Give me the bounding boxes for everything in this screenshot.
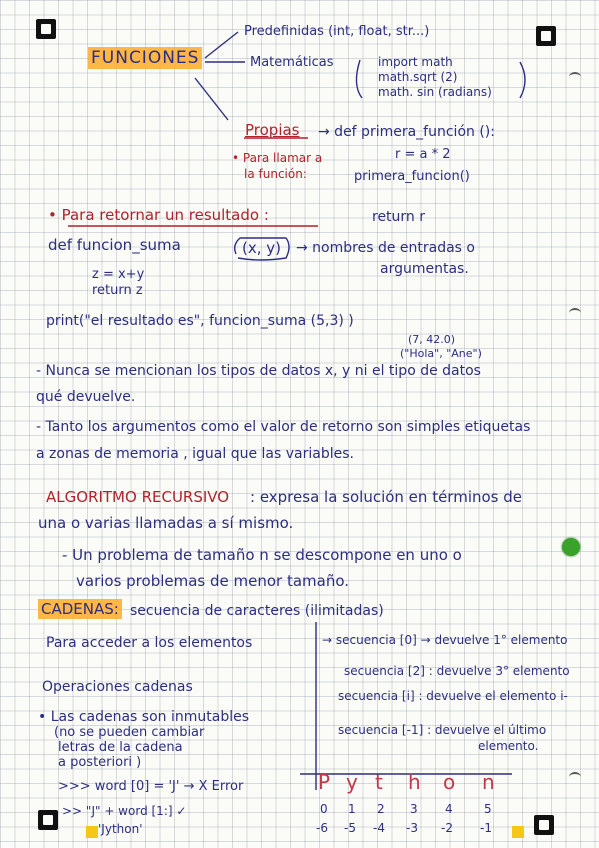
python-index-positive-1: 1 xyxy=(348,802,356,816)
acceder-line: Para acceder a los elementos xyxy=(46,635,253,651)
z-assignment: z = x+y xyxy=(92,267,145,282)
python-index-positive-3: 3 xyxy=(410,802,418,816)
inmutables-line-4: a posteriori ) xyxy=(58,755,142,770)
propias-call-label-2: la función: xyxy=(244,167,307,181)
seq-item-2: secuencia [i] : devuelve el elemento i- xyxy=(338,689,568,703)
retornar-heading: • Para retornar un resultado : xyxy=(48,206,269,224)
return-keyword: return r xyxy=(372,209,426,225)
algoritmo-sub-1: - Un problema de tamaño n se descompone en uno o xyxy=(62,546,462,564)
python-letter-5: n xyxy=(482,770,495,794)
print-line: print("el resultado es", funcion_suma (5,3) ) xyxy=(46,313,354,329)
python-index-positive-2: 2 xyxy=(377,802,385,816)
alt-args-1: (7, 42.0) xyxy=(408,333,456,346)
propias-call-label-1: • Para llamar a xyxy=(232,151,323,165)
math-line-3: math. sin (radians) xyxy=(378,85,492,99)
return-z-line: return z xyxy=(92,283,143,298)
python-index-negative-5: -1 xyxy=(480,821,492,835)
math-line-2: math.sqrt (2) xyxy=(378,70,458,84)
python-letter-4: o xyxy=(443,770,456,794)
funciones-title: FUNCIONES xyxy=(88,47,202,69)
operaciones-cadenas: Operaciones cadenas xyxy=(42,679,193,695)
seq-item-1: secuencia [2] : devuelve 3° elemento xyxy=(344,664,570,678)
algoritmo-desc-2: una o varias llamadas a sí mismo. xyxy=(38,514,294,532)
python-letter-2: t xyxy=(375,770,383,794)
python-letter-1: y xyxy=(346,770,358,794)
inmutables-line-3: letras de la cadena xyxy=(58,740,183,755)
funcion-suma-params: (x, y) xyxy=(242,239,281,257)
cadenas-desc: secuencia de caracteres (ilimitadas) xyxy=(130,603,384,619)
python-index-negative-4: -2 xyxy=(441,821,453,835)
python-index-negative-0: -6 xyxy=(316,821,328,835)
python-index-negative-1: -5 xyxy=(344,821,356,835)
python-index-negative-3: -3 xyxy=(406,821,418,835)
note-line-2: qué devuelve. xyxy=(36,389,136,405)
inmutables-line-1: • Las cadenas son inmutables xyxy=(38,709,250,725)
propias-def-line: → def primera_función (): xyxy=(318,124,495,140)
params-arrow-note-2: argumentas. xyxy=(380,261,469,277)
propias-call-line: primera_funcion() xyxy=(354,169,470,184)
python-index-positive-0: 0 xyxy=(320,802,328,816)
python-index-positive-5: 5 xyxy=(484,802,492,816)
python-index-positive-4: 4 xyxy=(445,802,453,816)
note-line-1: - Nunca se mencionan los tipos de datos x, y ni el tipo de datos xyxy=(36,363,481,379)
example-line-3: 'Jython' xyxy=(98,822,143,836)
propias-label: Propias xyxy=(245,121,300,139)
example-line-1: >>> word [0] = 'J' → X Error xyxy=(58,779,244,794)
note-line-4: a zonas de memoria , igual que las variables. xyxy=(36,446,354,462)
note-line-3: - Tanto los argumentos como el valor de retorno son simples etiquetas xyxy=(36,419,531,435)
algoritmo-heading: ALGORITMO RECURSIVO xyxy=(46,488,230,506)
seq-item-0: → secuencia [0] → devuelve 1° elemento xyxy=(322,633,568,647)
math-line-1: import math xyxy=(378,55,453,69)
algoritmo-desc-1: : expresa la solución en términos de xyxy=(250,488,522,506)
propias-body-line: r = a * 2 xyxy=(395,147,451,162)
matematicas-label: Matemáticas xyxy=(250,55,334,70)
inmutables-line-2: (no se pueden cambiar xyxy=(54,725,205,740)
seq-item-3: secuencia [-1] : devuelve el último xyxy=(338,723,547,737)
def-funcion-suma: def funcion_suma xyxy=(48,236,181,254)
params-arrow-note: → nombres de entradas o xyxy=(296,240,475,256)
python-letter-3: h xyxy=(408,770,421,794)
alt-args-2: ("Hola", "Ane") xyxy=(400,347,482,360)
predefinidas-label: Predefinidas (int, float, str...) xyxy=(244,24,430,39)
python-index-negative-2: -4 xyxy=(373,821,385,835)
algoritmo-sub-2: varios problemas de menor tamaño. xyxy=(76,572,350,590)
example-line-2: >> "J" + word [1:] ✓ xyxy=(62,804,187,818)
seq-item-4: elemento. xyxy=(478,739,539,753)
python-letter-0: P xyxy=(318,770,331,794)
cadenas-heading: CADENAS: xyxy=(38,599,122,619)
